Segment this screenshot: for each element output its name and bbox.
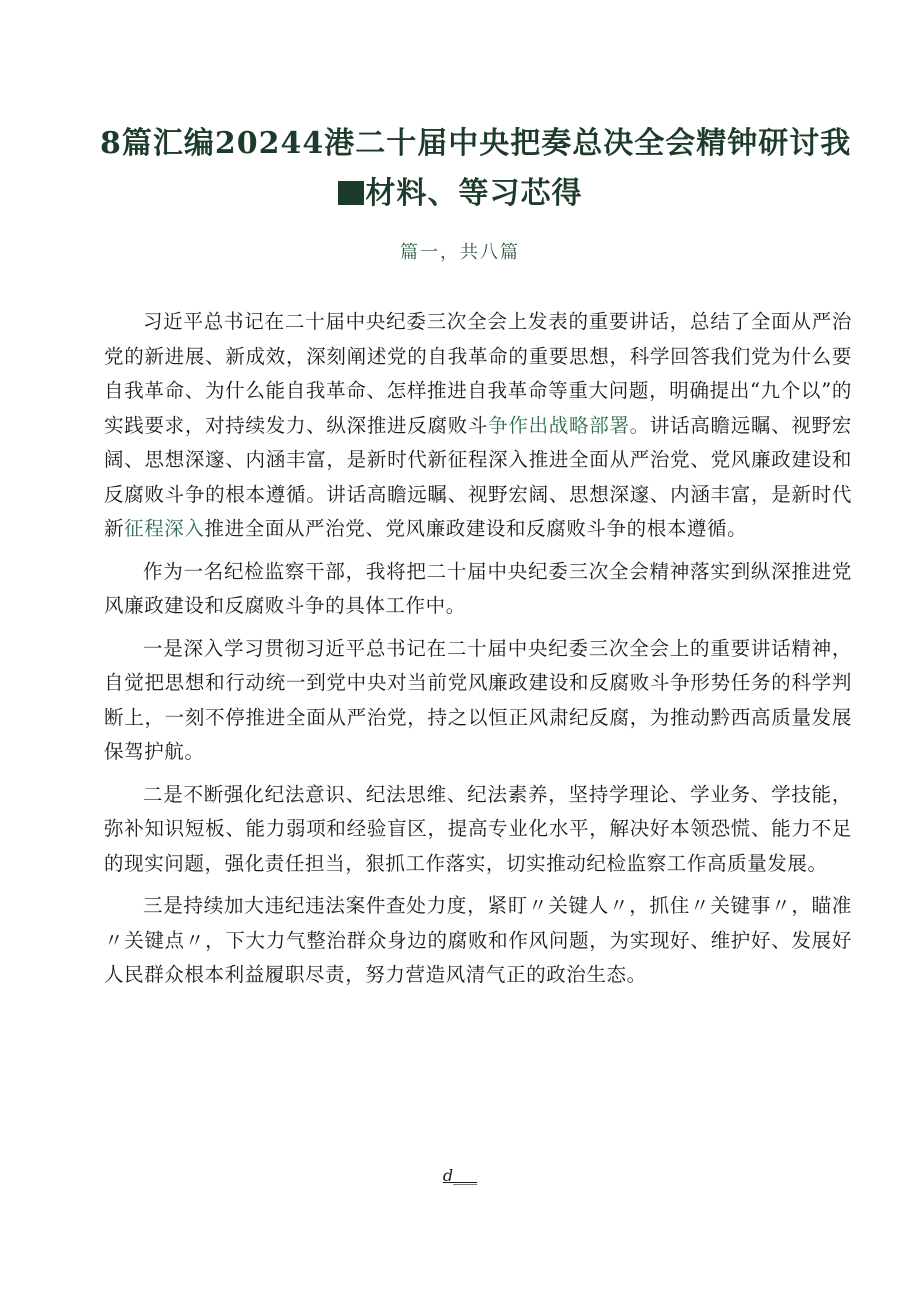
paragraph-1-part-c: 推进全面从严治党、党风廉政建设和反腐败斗争的根本遵循。 (204, 517, 748, 540)
page-footer-text: d___ (442, 1166, 478, 1185)
redaction-block-icon (338, 181, 364, 205)
paragraph-5: 三是持续加大违纪违法案件查处力度，紧盯〃关键人〃，抓住〃关键事〃，瞄准〃关键点〃，下大力气整治群众身边的腐败和作风问题，为实现好、维护好、发展好人民群众根本利益履职尽责，努力营造风清气正的政治生态。 (104, 894, 852, 986)
paragraph-1 (104, 305, 852, 547)
page-footer (0, 1166, 920, 1185)
paragraph-4: 二是不断强化纪法意识、纪法思维、纪法素养，坚持学理论、学业务、学技能，弥补知识短板、能力弱项和经验盲区，提高专业化水平，解决好本领恐慌、能力不足的现实问题，强化责任担当，狠抓工作落实，切实推动纪检监察工作高质量发展。 (104, 782, 852, 875)
paragraph-2: 作为一名纪检监察干部，我将把二十届中央纪委三次全会精神落实到纵深推进党风廉政建设和反腐败斗争的具体工作中。 (104, 559, 852, 617)
paragraph-1-part-a: 习近平总书记在二十届中央纪委三次全会上发表的重要讲话，总结了全面从严治党的新进展、新成效，深刻阐述党的自我革命的重要思想，科学回答我们党为什么要自我革命、为什么能自我革命、怎样推进自我革命等重大问题，明确提出“九个以”的实践要求，对持续发力、纵深推进反腐败斗 (104, 310, 852, 437)
document-title-line-1: 8篇汇编20244港二十届中央把奏总决全会精钟研讨我 (100, 126, 852, 161)
section-subtitle: 篇一，共八篇 (400, 242, 520, 263)
document-title-line-2-text: 材料、等习芯得 (365, 176, 583, 211)
document-title-line-2 (100, 168, 820, 212)
document-body (104, 305, 852, 1001)
paragraph-1-highlight-b: 征程深入 (124, 517, 205, 540)
paragraph-1-part-b: 讲话高瞻远瞩、视野宏阔、思想深邃、内涵丰富，是新时代新征程深入推进全面从严治党、党风廉政建设和反腐败斗争的根本遵循。讲话高瞻远瞩、视野宏阔、思想深邃、内涵丰富，是新时代新 (104, 413, 852, 540)
paragraph-3: 一是深入学习贯彻习近平总书记在二十届中央纪委三次全会上的重要讲话精神，自觉把思想和行动统一到党中央对当前党风廉政建设和反腐败斗争形势任务的科学判断上，一刻不停推进全面从严治党，持之以恒正风肃纪反腐，为推动黔西高质量发展保驾护航。 (104, 636, 852, 763)
paragraph-1-highlight-a: 争作出战略部署。 (488, 413, 650, 437)
